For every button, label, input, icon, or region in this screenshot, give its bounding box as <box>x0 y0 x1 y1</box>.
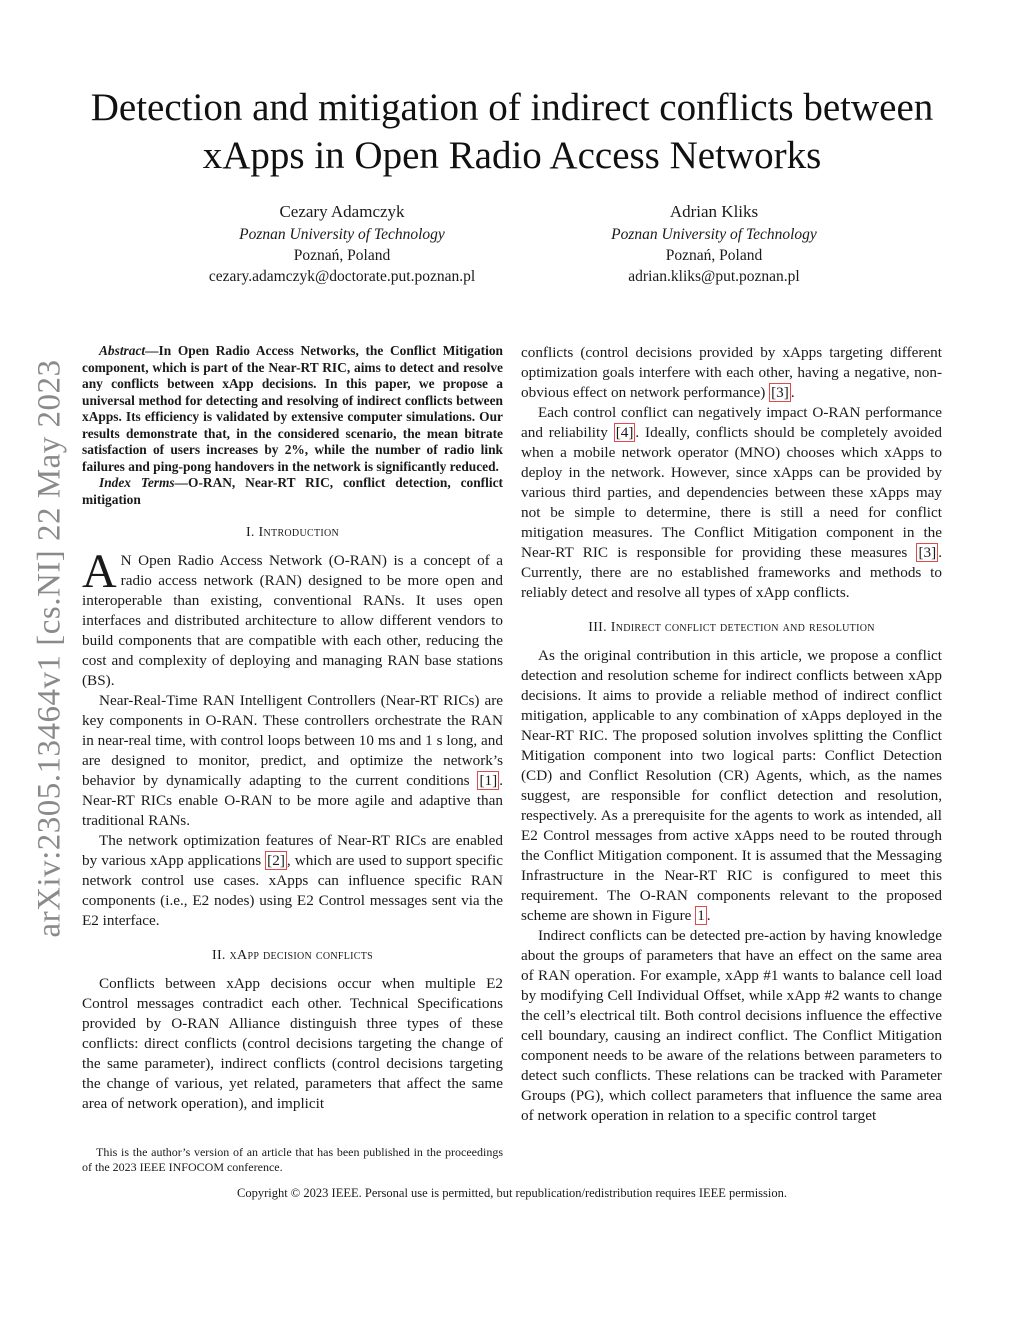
author-email: adrian.kliks@put.poznan.pl <box>628 268 800 285</box>
right-column <box>521 343 942 1126</box>
paragraph-text: conflicts (control decisions provided by xApps targeting different optimization goals interfere with each other, having a negative, non-obvious effect on network performance) <box>521 344 942 401</box>
footnote: This is the author’s version of an article that has been published in the proceedings of the 2023 IEEE INFOCOM conference. <box>82 1145 503 1174</box>
copyright-notice: Copyright © 2023 IEEE. Personal use is permitted, but republication/redistribution requires IEEE permission. <box>236 1186 788 1200</box>
citation-link[interactable]: [1] <box>479 772 498 789</box>
author-affiliation: Poznan University of Technology <box>239 226 445 243</box>
paragraph-text: N Open Radio Access Network (O-RAN) is a concept of a radio access network (RAN) designed to be more open and interoperable than existing, conventional RANs. It uses open interfaces and distributed architecture to allow different vendors to build components that are compatible with each other, reducing the cost and complexity of deploying and managing RAN base stations (BS). <box>82 552 503 689</box>
section-number: II. <box>211 948 226 963</box>
intro-paragraph-1 <box>82 545 503 691</box>
author-block-2 <box>514 200 914 287</box>
method-paragraph-1 <box>521 646 942 926</box>
abstract-label: Abstract— <box>99 343 159 358</box>
citation-link[interactable]: [3] <box>771 384 789 401</box>
paragraph-text: . <box>790 384 795 401</box>
index-terms-label: Index Terms— <box>99 475 189 490</box>
paragraph-text: Near-Real-Time RAN Intelligent Controllers (Near-RT RICs) are key components in O-RAN. These controllers orchestrate the RAN in near-real time, with control loops between 10 ms and 1 s long, and are designed to monitor, predict, and optimize the network’s behavior by dynamically adapting to the current conditions <box>82 692 503 789</box>
intro-paragraph-2 <box>82 691 503 831</box>
arxiv-identifier <box>26 348 74 948</box>
paragraph-text: . Currently, there are no established frameworks and methods to reliably detect and resolve all types of xApp conflicts. <box>521 544 942 601</box>
index-terms <box>82 475 503 508</box>
paragraph-text: , which are used to support specific network control use cases. xApps can influence specific RAN components (i.e., E2 nodes) using E2 Control messages sent via the E2 interface. <box>82 852 503 929</box>
left-column <box>82 343 503 1114</box>
drop-cap: A <box>82 545 117 598</box>
conflicts-paragraph-continued <box>521 343 942 403</box>
author-location: Poznań, Poland <box>293 247 391 264</box>
section-heading-xapp-conflicts <box>82 946 503 966</box>
section-number: III. <box>588 620 607 635</box>
abstract <box>82 343 503 475</box>
author-name: Cezary Adamczyk <box>279 202 405 221</box>
citation-link[interactable]: [4] <box>615 424 634 441</box>
section-title: Indirect conflict detection and resolution <box>610 620 875 635</box>
figure-link[interactable]: 1 <box>697 907 705 924</box>
method-paragraph-2: Indirect conflicts can be detected pre-action by having knowledge about the groups of parameters that have an effect on the same area of RAN operation. For example, xApp #1 wants to balance cell load by modifying Cell Individual Offset, while xApp #2 wants to change the cell’s electrical tilt. Both control decisions influence the effective cell boundary, causing an indirect conflict. The Conflict Mitigation component needs to be aware of the relations between parameters to detect such conflicts. These relations can be tracked with Parameter Groups (PG), which collect parameters that influence the same area of network operation in relation to a specific control target <box>521 927 942 1124</box>
paragraph-text: . Near-RT RICs enable O-RAN to be more agile and adaptive than traditional RANs. <box>82 772 503 829</box>
paper-title: Detection and mitigation of indirect conflicts between xApps in Open Radio Access Networks <box>90 86 934 177</box>
paragraph-text: As the original contribution in this article, we propose a conflict detection and resolution scheme for indirect conflicts between xApp decisions. It aims to provide a reliable method of indirect conflict mitigation, applicable to any combination of xApps deployed in the Near-RT RIC. The proposed solution involves splitting the Conflict Mitigation component into two logical parts: Conflict Detection (CD) and Conflict Resolution (CR) Agents, which, as the names suggest, are responsible for conflict detection and resolution, respectively. As a prerequisite for the agents to work as intended, all E2 Control messages from active xApps need to be routed through the Conflict Mitigation component. It is assumed that the Messaging Infrastructure in the Near-RT RIC is configured to meet this requirement. The O-RAN components relevant to the proposed scheme are shown in Figure <box>521 647 942 924</box>
paragraph-text: The network optimization features of Near-RT RICs are enabled by various xApp applications <box>82 832 503 869</box>
paragraph-text: . <box>706 907 711 924</box>
section-title: xApp decision conflicts <box>229 948 374 963</box>
author-affiliation: Poznan University of Technology <box>611 226 817 243</box>
arxiv-identifier-text: arXiv:2305.13464v1 [cs.NI] 22 May 2023 <box>31 358 68 938</box>
section-heading-introduction <box>82 523 503 543</box>
conflicts-paragraph-2 <box>521 403 942 603</box>
citation-link[interactable]: [3] <box>918 544 937 561</box>
author-block-1 <box>142 200 542 287</box>
author-location: Poznań, Poland <box>665 247 763 264</box>
section-number: I. <box>245 525 255 540</box>
abstract-text: In Open Radio Access Networks, the Conflict Mitigation component, which is part of the Near-RT RIC, aims to detect and resolve any conflicts between xApp decisions. In this paper, we propose a universal method for detecting and resolving of indirect conflicts between xApps. Its efficiency is validated by extensive computer simulations. Our results demonstrate that, in the considered scenario, the mean bitrate satisfaction of users increases by 2%, while the number of radio link failures and ping-pong handovers in the network is significantly reduced. <box>82 343 503 474</box>
citation-link[interactable]: [2] <box>267 852 285 869</box>
author-email: cezary.adamczyk@doctorate.put.poznan.pl <box>208 268 476 285</box>
index-terms-text: O-RAN, Near-RT RIC, conflict detection, conflict mitigation <box>82 475 503 507</box>
author-name: Adrian Kliks <box>669 202 759 221</box>
section-heading-indirect-conflict <box>521 618 942 638</box>
paragraph-text: Each control conflict can negatively impact O-RAN performance and reliability <box>521 404 942 441</box>
section-title: Introduction <box>258 525 340 540</box>
paragraph-text: . Ideally, conflicts should be completely avoided when a mobile network operator (MNO) chooses which xApps to deploy in the network. However, since xApps can be provided by various third parties, and dependencies between these xApps may not be simple to determine, there is still a need for conflict mitigation measures. The Conflict Mitigation component in the Near-RT RIC is responsible for providing these measures <box>521 424 942 561</box>
intro-paragraph-3 <box>82 831 503 931</box>
conflicts-paragraph-1: Conflicts between xApp decisions occur when multiple E2 Control messages contradict each other. Technical Specifications provided by O-RAN Alliance distinguish three types of these conflicts: direct conflicts (control decisions targeting the change of the same parameter), indirect conflicts (control decisions targeting the change of various, yet related, parameters that affect the same area of network operation), and implicit <box>82 975 503 1112</box>
